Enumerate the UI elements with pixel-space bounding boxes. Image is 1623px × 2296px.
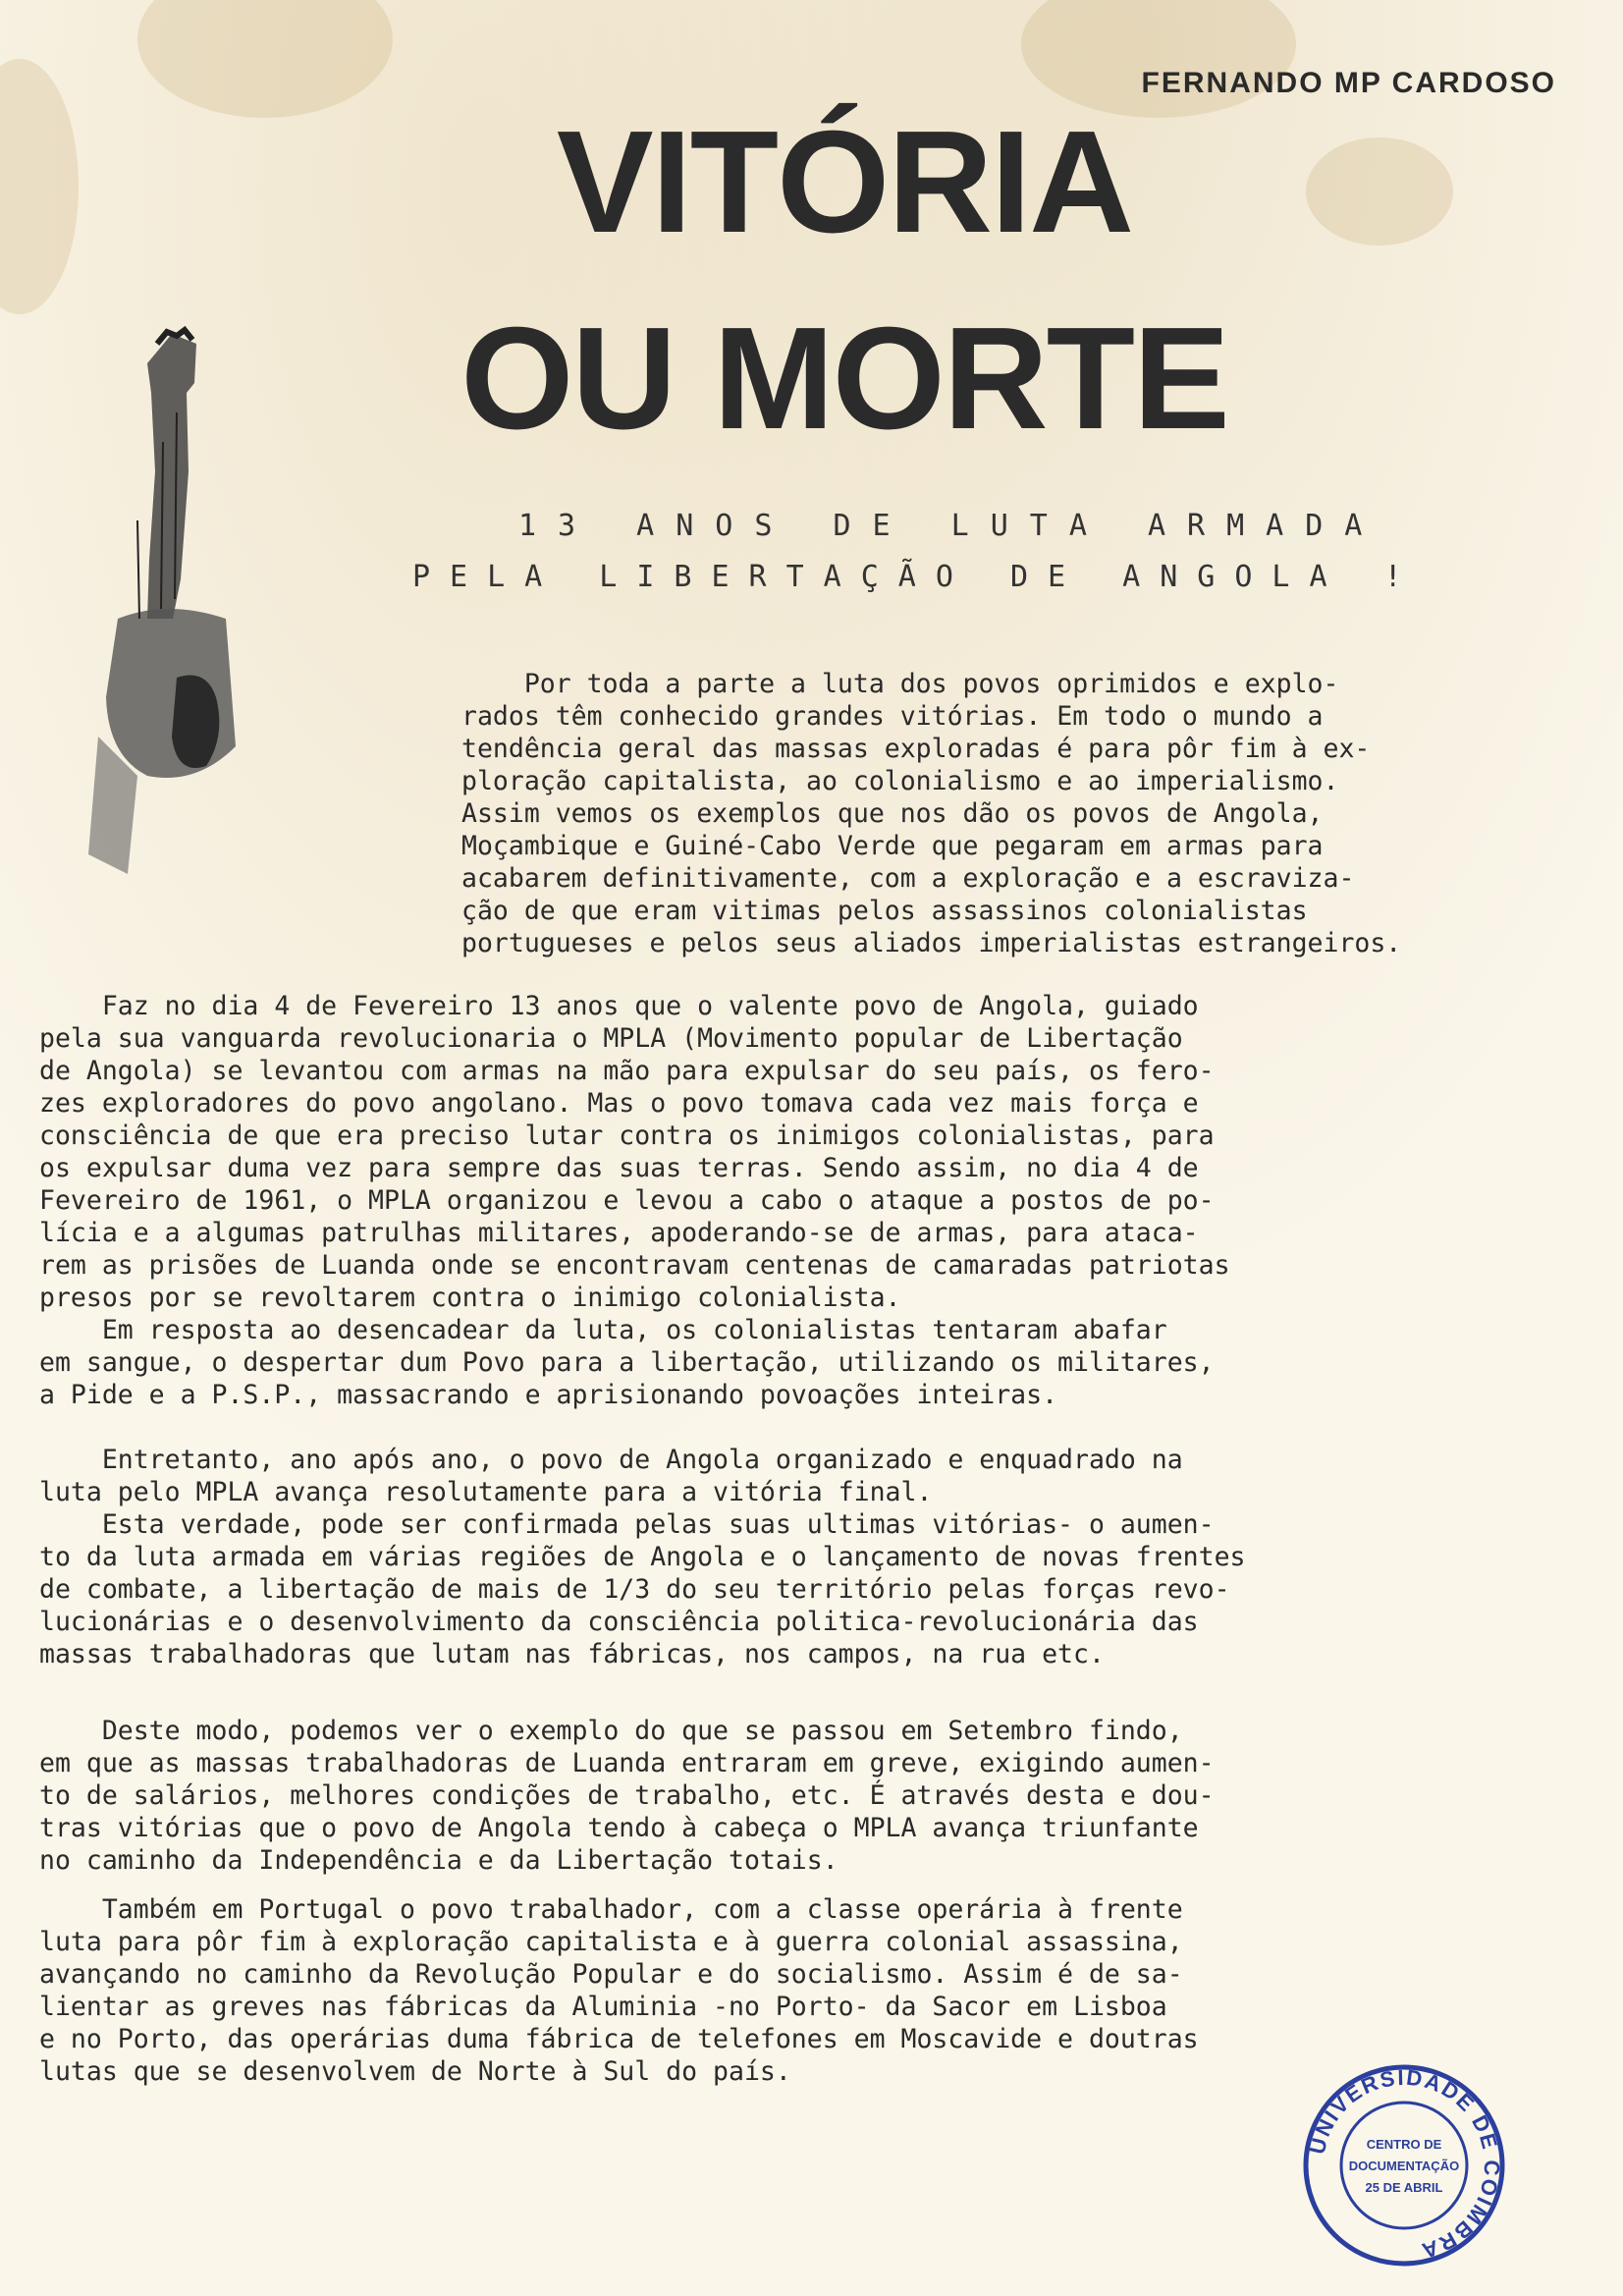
paragraph-3: Entretanto, ano após ano, o povo de Angola organizado e enquadrado na luta pelo MPLA avança resolutamente para a vitória final. Esta verdade, pode ser confirmada pelas suas ultimas vitórias- o aumen- to da luta armada em várias regiões de Angola e o lançamento de novas frentes de combate, a libertação de mais de 1/3 do seu território pelas forças revo- lucionárias e o desenvolvimento da consciência politica-revolucionária das massas trabalhadoras que lutam nas fábricas, nos campos, na rua etc. — [39, 1445, 1246, 1669]
headline-line-1: VITÓRIA — [556, 101, 1133, 263]
paragraph-4: Deste modo, podemos ver o exemplo do que se passou em Setembro findo, em que as massas trabalhadoras de Luanda entraram em greve, exigindo aumen- to de salários, melhores condições de trabalho, etc. É através desta e dou- tras vitórias que o povo de Angola tendo à cabeça o MPLA avança triunfante no caminho da Independência e da Libertação totais. — [39, 1716, 1215, 1876]
paper-stain — [1021, 0, 1296, 118]
subtitle-line-2: PELA LIBERTAÇÃO DE ANGOLA ! — [412, 560, 1422, 594]
paragraph-5: Também em Portugal o povo trabalhador, com a classe operária à frente luta para pôr fim à exploração capitalista e à guerra colonial assassina, avançando no caminho da Revolução Popular e do socialismo. Assim é de sa- lientar as greves nas fábricas da Aluminia -no Porto- da Sacor em Lisboa e no Porto, das operárias duma fábrica de telefones em Moscavide e doutras lutas que se desenvolvem de Norte à Sul do país. — [39, 1894, 1199, 2087]
raised-fist-figure-illustration — [79, 324, 255, 874]
author-signature: FERNANDO MP CARDOSO — [1141, 67, 1556, 99]
paper-stain — [1306, 137, 1453, 246]
headline-line-2: OU MORTE — [460, 298, 1228, 460]
paragraph-1: Por toda a parte a luta dos povos oprimidos e explo- rados têm conhecido grandes vitórias. Em todo o mundo a tendência geral das massas exploradas é para pôr fim à ex- ploração capitalista, ao colonialismo e ao imperialismo. Assim vemos os exemplos que nos dão os povos de Angola, Moçambique e Guiné-Cabo Verde que pegaram em armas para acabarem definitivamente, com a exploração e a escraviza- ção de que eram vitimas pelos assassinos colonialistas portugueses e pelos seus aliados imperialistas estrangeiros. — [461, 669, 1402, 958]
stamp-line-1: CENTRO DE — [1366, 2137, 1442, 2152]
university-archive-stamp — [1301, 2062, 1507, 2269]
paper-stain — [137, 0, 393, 118]
stamp-line-3: 25 DE ABRIL — [1365, 2180, 1443, 2195]
stamp-ring-text: UNIVERSIDADE DE COIMBRA — [1304, 2064, 1505, 2265]
paragraph-2: Faz no dia 4 de Fevereiro 13 anos que o valente povo de Angola, guiado pela sua vanguarda revolucionaria o MPLA (Movimento popular de Libertação de Angola) se levantou com armas na mão para expulsar do seu país, os fero- zes exploradores do povo angolano. Mas o povo tomava cada vez mais força e consciência de que era preciso lutar contra os inimigos colonialistas, para os expulsar duma vez para sempre das suas terras. Sendo assim, no dia 4 de Fevereiro de 1961, o MPLA organizou e levou a cabo o ataque a postos de po- lícia e a algumas patrulhas militares, apoderando-se de armas, para ataca- rem as prisões de Luanda onde se encontravam centenas de camaradas patriotas presos por se revoltarem contra o inimigo colonialista. Em resposta ao desencadear da luta, os colonialistas tentaram abafar em sangue, o despertar dum Povo para a libertação, utilizando os militares, a Pide e a P.S.P., massacrando e aprisionando povoações inteiras. — [39, 991, 1230, 1410]
stamp-line-2: DOCUMENTAÇÃO — [1348, 2159, 1460, 2173]
subtitle-line-1: 13 ANOS DE LUTA ARMADA — [518, 509, 1384, 543]
paper-stain — [0, 59, 79, 314]
